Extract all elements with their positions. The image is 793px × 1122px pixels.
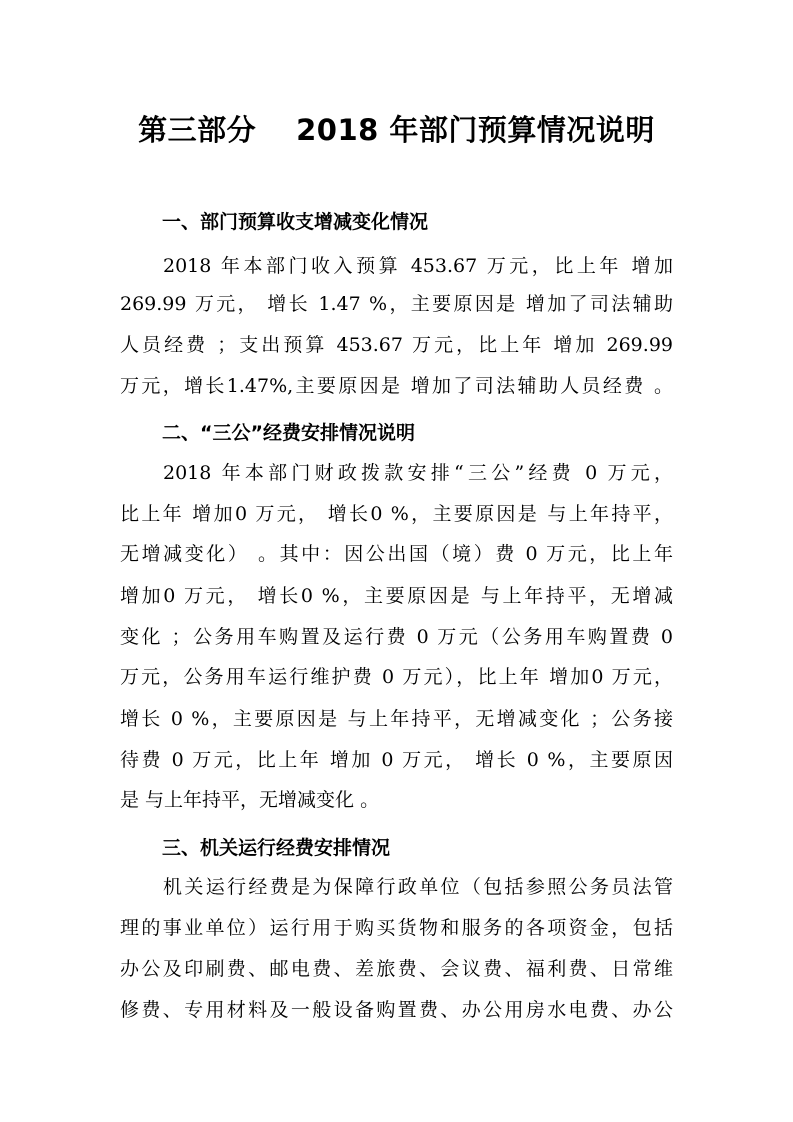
section-2-line-1: 2018 年本部门财政拨款安排“三公”经费 0 万元， xyxy=(163,462,673,484)
section-2-line-2: 比上年 增加0 万元， 增长0 %，主要原因是 与上年持平， xyxy=(120,503,673,525)
page-title xyxy=(0,108,793,149)
section-1-line-4: 万元，增长1.47%,主要原因是 增加了司法辅助人员经费 。 xyxy=(120,375,673,397)
section-3-line-3: 办公及印刷费、邮电费、差旅费、会议费、福利费、日常维 xyxy=(120,958,673,980)
section-heading-1: 一、部门预算收支增减变化情况 xyxy=(162,211,429,233)
section-1-line-3: 人员经费 ；支出预算 453.67 万元，比上年 增加 269.99 xyxy=(120,334,673,356)
title-part: 第三部分 xyxy=(138,113,257,147)
section-3-line-4: 修费、专用材料及一般设备购置费、办公用房水电费、办公 xyxy=(120,999,673,1021)
section-2-line-3: 无增减变化） 。其中：因公出国（境）费 0 万元，比上年 xyxy=(120,543,673,565)
section-1-line-2: 269.99 万元， 增长 1.47 %，主要原因是 增加了司法辅助 xyxy=(120,293,673,315)
section-heading-2: 二、“三公”经费安排情况说明 xyxy=(162,422,415,444)
title-rest: 2018 年部门预算情况说明 xyxy=(296,113,655,147)
section-1-line-1: 2018 年本部门收入预算 453.67 万元，比上年 增加 xyxy=(163,255,673,277)
section-2-line-8: 待费 0 万元，比上年 增加 0 万元， 增长 0 %，主要原因 xyxy=(120,749,673,771)
section-2-line-6: 万元，公务用车运行维护费 0 万元），比上年 增加0 万元， xyxy=(120,666,673,688)
section-2-line-7: 增长 0 %，主要原因是 与上年持平，无增减变化 ；公务接 xyxy=(120,708,673,730)
section-2-line-4: 增加0 万元， 增长0 %，主要原因是 与上年持平，无增减 xyxy=(120,585,673,607)
section-heading-3: 三、机关运行经费安排情况 xyxy=(162,837,391,859)
section-3-line-1: 机关运行经费是为保障行政单位（包括参照公务员法管 xyxy=(163,876,673,898)
section-2-line-5: 变化 ；公务用车购置及运行费 0 万元（公务用车购置费 0 xyxy=(120,626,673,648)
section-3-line-2: 理的事业单位）运行用于购买货物和服务的各项资金，包括 xyxy=(120,917,673,939)
section-2-line-9: 是 与上年持平，无增减变化 。 xyxy=(120,789,380,811)
